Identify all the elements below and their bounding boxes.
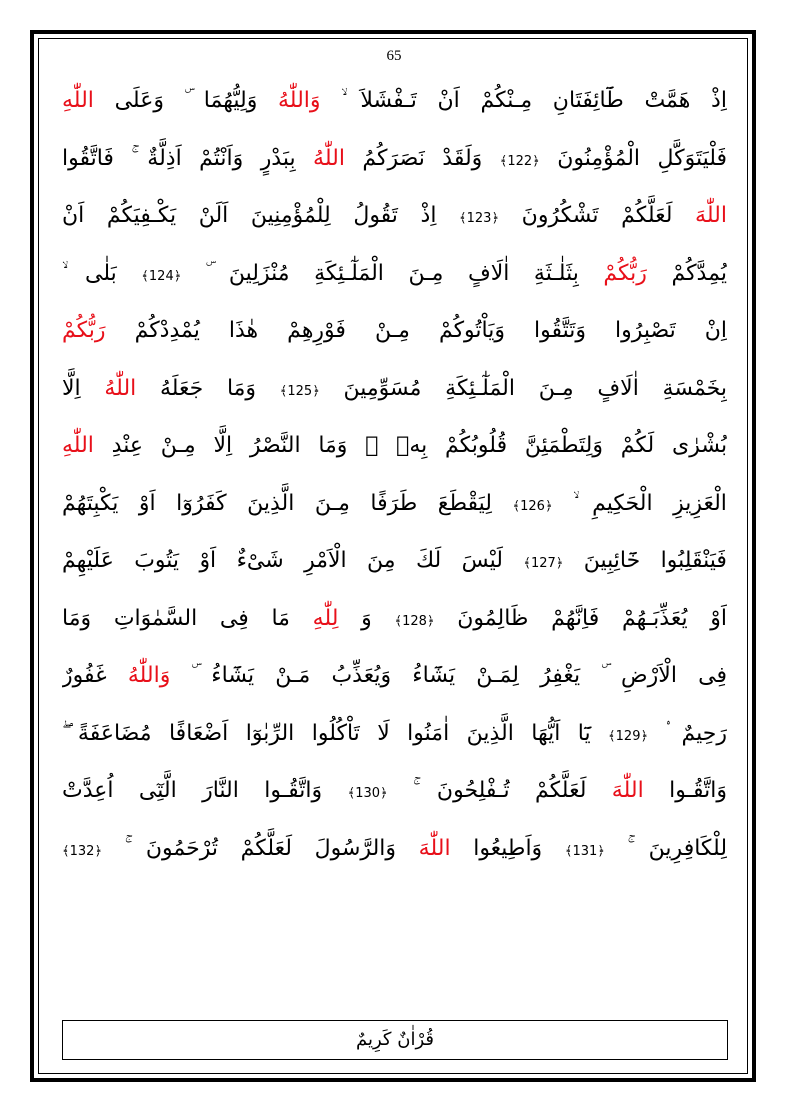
word: الَّتِٓى (138, 778, 177, 803)
word: لَكَ (415, 548, 442, 573)
verse-number: ﴿131﴾ (564, 843, 605, 859)
word: اِذْ (711, 88, 727, 113)
word: وَ (361, 605, 372, 631)
word: يَتُوبَ (134, 548, 180, 573)
word: فَاتَّقُوا (62, 145, 114, 171)
word: طَٓائِفَتَانِ (552, 88, 624, 113)
word: الْمُؤْمِنُونَ (557, 145, 641, 171)
word: مُنْزَلِينَ ۜ (205, 260, 290, 286)
word: تَـفْشَلاَ ۙ (341, 88, 417, 113)
text-line (62, 647, 727, 705)
word: وَالرَّسُولَ (314, 835, 397, 861)
word: طَرَفًا (370, 490, 418, 516)
word: وَاَنْتُمْ (199, 145, 244, 171)
word: خَٓائِبِينَ (583, 548, 641, 573)
text-line (62, 475, 727, 533)
word: فَيَنْقَلِبُوا (660, 548, 727, 573)
word: وَاتَّقُـوا (669, 778, 727, 803)
word: عَلَيْهِمْ (62, 548, 114, 573)
word: اَوْ (710, 605, 727, 631)
word: فِى (698, 663, 727, 688)
word: اَنْ (62, 203, 85, 228)
verse-number: ﴿123﴾ (459, 211, 500, 226)
word: يُمْدِدْكُمْ (134, 318, 200, 343)
word: مِـنْ (160, 433, 196, 458)
word: يَشَٓاءُ (412, 663, 456, 688)
word: اَيُّهَا (531, 720, 561, 746)
word: اَلَنْ (198, 203, 229, 228)
word: فِى (219, 605, 249, 631)
verse-number: ﴿129﴾ (608, 728, 649, 744)
divine-name: اللّٰهَ (695, 203, 727, 228)
text-line (62, 762, 727, 820)
word: مِنَ (367, 548, 396, 573)
word: عِنْدِ (111, 433, 143, 458)
word: غَفُورٌ (62, 663, 107, 688)
word: يَغْفِرُ (540, 663, 581, 688)
word: لِمَـنْ (476, 663, 519, 688)
word: فَاِنَّهُمْ (551, 605, 600, 631)
word: الَّذِينَ (247, 490, 295, 516)
word: لِلْكَافِرِينَ ۚ (627, 835, 727, 861)
word: شَیْءٌ (236, 548, 284, 573)
word: تَقُولُ (353, 203, 398, 228)
word: وَيُعَذِّبُ (331, 663, 392, 688)
text-line (62, 302, 727, 360)
verse-number: ﴿132﴾ (62, 843, 103, 859)
word: لَكُمْ (620, 433, 655, 458)
word: بِهٖ ۜ (365, 433, 428, 458)
word: النَّصْرُ (249, 433, 301, 458)
word: مُضَاعَفَةً ۖ (62, 720, 152, 746)
verse-number: ﴿127﴾ (523, 556, 564, 571)
word: اُعِدَّتْ (62, 778, 114, 803)
word: فَوْرِهِمْ (287, 318, 346, 343)
word: جَعَلَهُ (159, 375, 204, 401)
verse-number: ﴿126﴾ (512, 498, 553, 514)
word: اَضْعَافًا (168, 720, 229, 746)
word: مُسَوِّمِينَ (343, 375, 422, 401)
verse-number: ﴿125﴾ (279, 383, 320, 399)
word: قُلُوبُكُمْ (445, 433, 508, 458)
divine-name: اللّٰهُ (104, 375, 137, 401)
verse-number: ﴿130﴾ (347, 786, 388, 801)
word: بَلٰى ۙ (62, 260, 117, 286)
word: يَٓا (577, 720, 591, 746)
word: الْاَرْضِ ۜ (601, 663, 677, 688)
divine-name: وَاللّٰهُ (127, 663, 171, 688)
word: وَتَتَّقُوا (534, 318, 587, 343)
word: اٰمَنُوا (407, 720, 450, 746)
text-line (62, 705, 727, 763)
word: فَلْيَتَوَكَّلِ (657, 145, 727, 171)
word: وَلَقَدْ (442, 145, 483, 171)
word: وَلِيُّهُمَا ۜ (184, 88, 258, 113)
word: لَا (377, 720, 390, 746)
word: الْمَلٰٓـئِكَةِ (445, 375, 516, 401)
word: اِلَّا (213, 433, 233, 458)
word: اِنْ (704, 318, 727, 343)
word: وَمَا (62, 605, 92, 631)
word: النَّارَ (202, 778, 239, 803)
verse-number: ﴿128﴾ (394, 613, 435, 629)
divine-name: اللّٰهِ (62, 433, 94, 458)
verse-number: ﴿122﴾ (499, 153, 540, 169)
word: مِـنْ (374, 318, 410, 343)
word: الرِّبٰوٓا (245, 720, 295, 746)
word: مَـنْ (275, 663, 311, 688)
text-line (62, 532, 727, 590)
word: بِثَلٰـثَةِ (533, 260, 579, 286)
divine-name: اللّٰهُ (313, 145, 345, 171)
word: مِـنْكُمْ (480, 88, 533, 113)
word: نَصَرَكُمُ (362, 145, 425, 171)
word: وَاتَّقُـوا (264, 778, 323, 803)
word: وَيَاْتُوكُمْ (438, 318, 505, 343)
text-line (62, 820, 727, 878)
word: بِبَدْرٍ (260, 145, 296, 171)
word: اَوْ (199, 548, 217, 573)
word: الْحَكِيمِ ۙ (573, 490, 653, 516)
word: لَعَلَّكُمْ (535, 778, 587, 803)
word: يَشَٓاءُ ۜ (191, 663, 255, 688)
word: الَّذِينَ (466, 720, 514, 746)
text-line (62, 245, 727, 303)
word: اَوْ (138, 490, 156, 516)
word: الْمَلٰٓـئِكَةِ (314, 260, 384, 286)
word: الْاَمْرِ (304, 548, 347, 573)
footer-title: قُرْاٰنٌ كَرِيمٌ (356, 1029, 434, 1050)
word: يَكْبِتَهُمْ (62, 490, 119, 516)
word: وَلِتَطْمَئِنَّ (524, 433, 603, 458)
text-line (62, 360, 727, 418)
word: مِـنَ (538, 375, 574, 401)
word: اَنْ (437, 88, 460, 113)
word: وَعَلَى (114, 88, 164, 113)
word: وَمَا (318, 433, 348, 458)
word: اَذِلَّةٌ ۚ (131, 145, 182, 171)
word: وَاَطِيعُوا (473, 835, 543, 861)
word: هَمَّتْ (644, 88, 691, 113)
word: لِلْمُؤْمِنِينَ (250, 203, 331, 228)
divine-name: اللّٰهَ (418, 835, 451, 861)
footer-box (62, 1020, 728, 1060)
word: بِخَمْسَةِ (662, 375, 727, 401)
text-line (62, 72, 727, 130)
word: لَيْسَ (461, 548, 503, 573)
page-number: 65 (386, 48, 402, 64)
word: لَعَلَّكُمْ (621, 203, 673, 228)
word: ظَالِمُونَ (457, 605, 529, 631)
word: هٰذَا (228, 318, 259, 343)
word: يُمِدَّكُمْ (671, 260, 727, 286)
word: تَصْبِرُوا (615, 318, 676, 343)
word: يَكْـفِيَكُمْ (106, 203, 177, 228)
text-line (62, 417, 727, 475)
divine-name: اللّٰهَ (611, 778, 644, 803)
quran-text-block (62, 72, 727, 877)
word: يُعَذِّبَـهُمْ (621, 605, 688, 631)
divine-name: لِلّٰهِ (312, 605, 339, 631)
divine-name: رَبُّكُمْ (603, 260, 647, 286)
word: مِـنَ (408, 260, 444, 286)
divine-name: رَبُّكُمْ (62, 318, 106, 343)
word: وَمَا (226, 375, 257, 401)
word: تَشْكُرُونَ (521, 203, 599, 228)
word: تُرْحَمُونَ ۚ (124, 835, 218, 861)
word: مَا (271, 605, 290, 631)
text-line (62, 187, 727, 245)
verse-number: ﴿124﴾ (141, 268, 182, 284)
text-line (62, 130, 727, 188)
text-line (62, 590, 727, 648)
word: اِذْ (420, 203, 437, 228)
word: مِـنَ (314, 490, 350, 516)
word: اٰلَافٍ (597, 375, 639, 401)
divine-name: وَاللّٰهُ (278, 88, 321, 113)
word: تُـفْلِحُونَ ۚ (413, 778, 510, 803)
divine-name: اللّٰهِ (62, 88, 94, 113)
word: السَّمٰوَاتِ (113, 605, 198, 631)
word: تَاْكُلُوا (311, 720, 360, 746)
word: اٰلَافٍ (467, 260, 510, 286)
word: الْعَزِيزِ (673, 490, 727, 516)
word: لَعَلَّكُمْ (240, 835, 292, 861)
word: بُشْرٰى (671, 433, 727, 458)
word: اِلَّا (62, 375, 81, 401)
word: لِيَقْطَعَ (437, 490, 492, 516)
word: رَحِيمٌ ۟ (665, 720, 727, 746)
word: كَفَرُوٓا (176, 490, 227, 516)
